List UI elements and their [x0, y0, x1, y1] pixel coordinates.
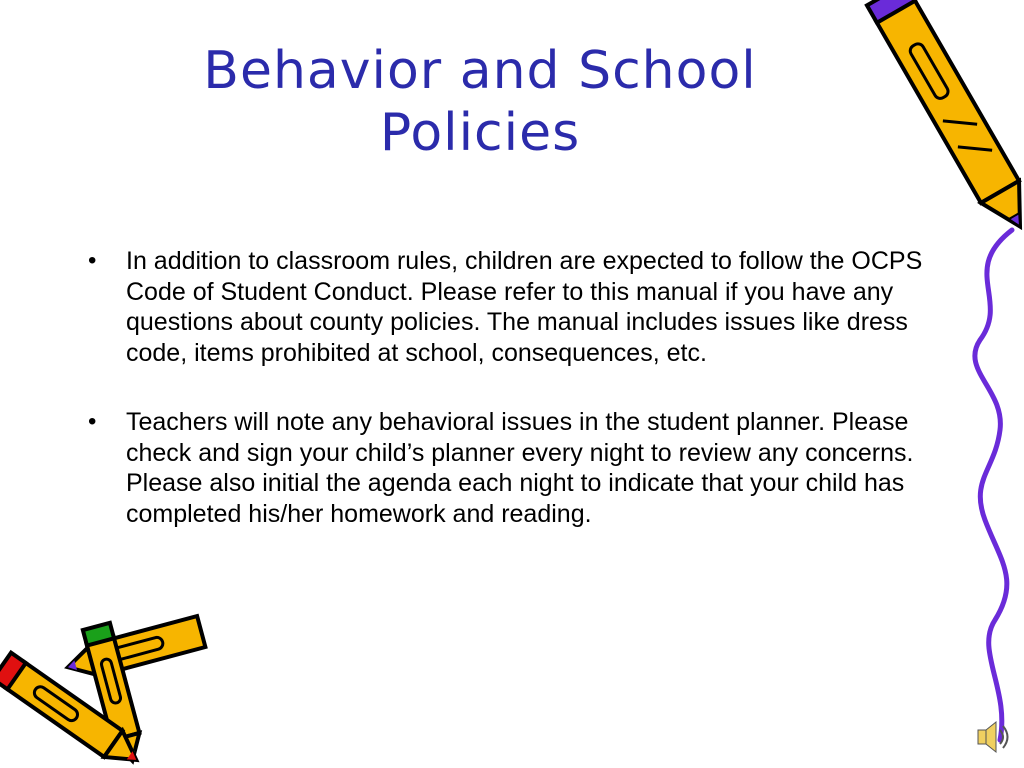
bullet-text: In addition to classroom rules, children are expected to follow the OCPS Code of Student Conduct. Please refer to this manual if you have any questions about county policies. The manual includes issues like dress code, items prohibited at school, consequences, etc.	[126, 247, 923, 367]
bullet-dot-icon: •	[88, 408, 97, 435]
title-line-1: Behavior and School	[203, 41, 757, 101]
bullet-text: Teachers will note any behavioral issues in the student planner. Please check and sign your child’s planner every night to review any concerns. Please also initial the agenda each night to indicate that your child has completed his/her homework and reading.	[126, 408, 914, 528]
title-line-2: Policies	[379, 103, 581, 163]
bullet-dot-icon: •	[88, 247, 97, 274]
